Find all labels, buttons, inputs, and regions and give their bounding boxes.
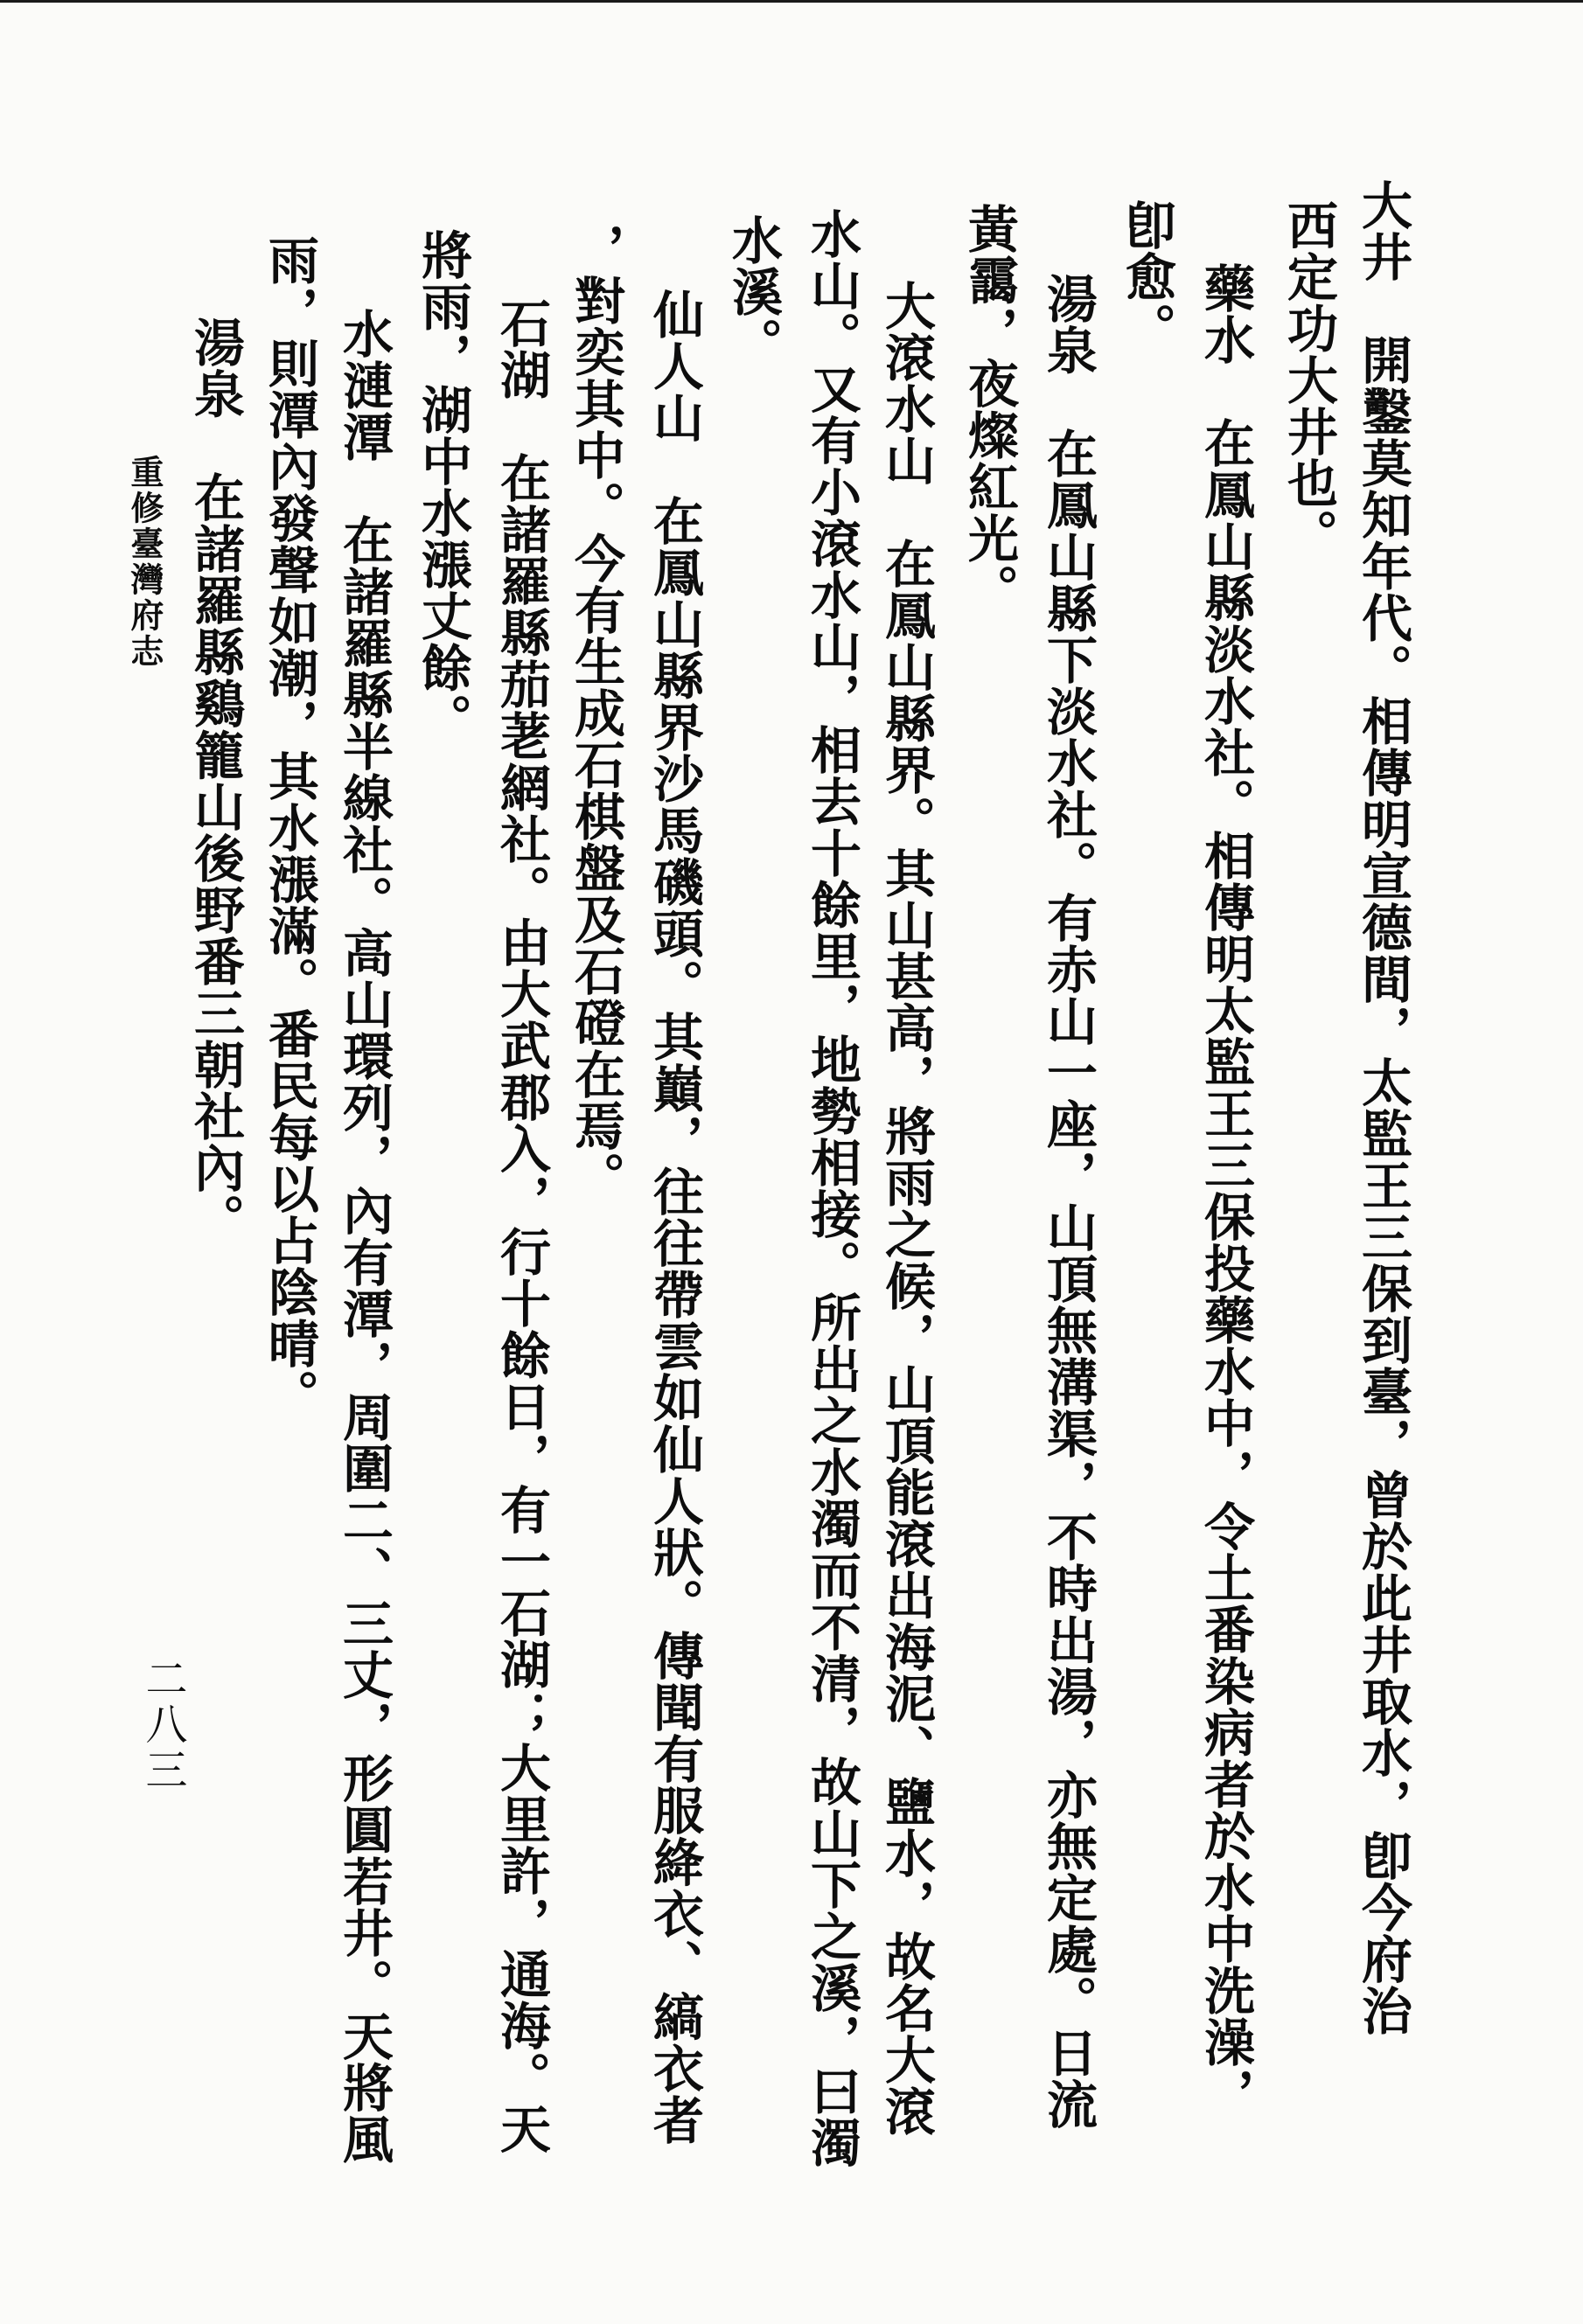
text-line-9: 水溪。	[723, 214, 783, 369]
top-border-rule	[0, 0, 1583, 3]
text-line-15: 雨，則潭內發聲如潮，其水漲滿。番民每以占陰晴。	[260, 234, 319, 1421]
text-line-12: 石湖 在諸羅縣茄荖網社。由大武郡入，行十餘日，有一石湖；大里許，通海。天	[492, 297, 551, 2154]
text-line-4: 卽愈。	[1117, 199, 1176, 354]
text-line-11: ，對奕其中。今有生成石棋盤及石磴在焉。	[566, 223, 625, 1203]
text-line-1: 大井 開鑿莫知年代。相傳明宣德間，太監王三保到臺，曾於此井取水，卽今府治	[1353, 179, 1412, 2036]
text-line-16: 湯泉 在諸羅縣鷄籠山後野番三朝社內。	[185, 317, 245, 1245]
text-line-8: 水山。又有小滾水山，相去十餘里，地勢相接。所出之水濁而不清，故山下之溪，曰濁	[802, 208, 861, 2168]
text-line-3: 藥水 在鳳山縣淡水社。相傳明太監王三保投藥水中，令土番染病者於水中洗澡，	[1196, 262, 1255, 2119]
text-line-7: 大滾水山 在鳳山縣界。其山甚高，將雨之候，山頂能滾出海泥、鹽水，故名大滾	[876, 280, 936, 2137]
text-line-5: 湯泉 在鳳山縣下淡水社。有赤山一座，山頂無溝渠，不時出湯，亦無定處。日流	[1038, 273, 1098, 2130]
text-line-14: 水漣潭 在諸羅縣半線社。高山環列，內有潭，周圍二、三丈，形圓若井。天將風	[334, 308, 394, 2165]
text-line-10: 仙人山 在鳳山縣界沙馬磯頭。其巔，往往帶雲如仙人狀。傳聞有服絳衣、縞衣者	[645, 289, 704, 2146]
page-number: 二八三	[138, 1657, 187, 1793]
text-line-2: 西定功大井也。	[1279, 199, 1338, 560]
book-title-footer: 重修臺灣府志	[125, 455, 164, 670]
text-line-13: 將雨，湖中水漲丈餘。	[413, 229, 472, 745]
text-line-6: 黃靄，夜燦紅光。	[959, 203, 1019, 616]
